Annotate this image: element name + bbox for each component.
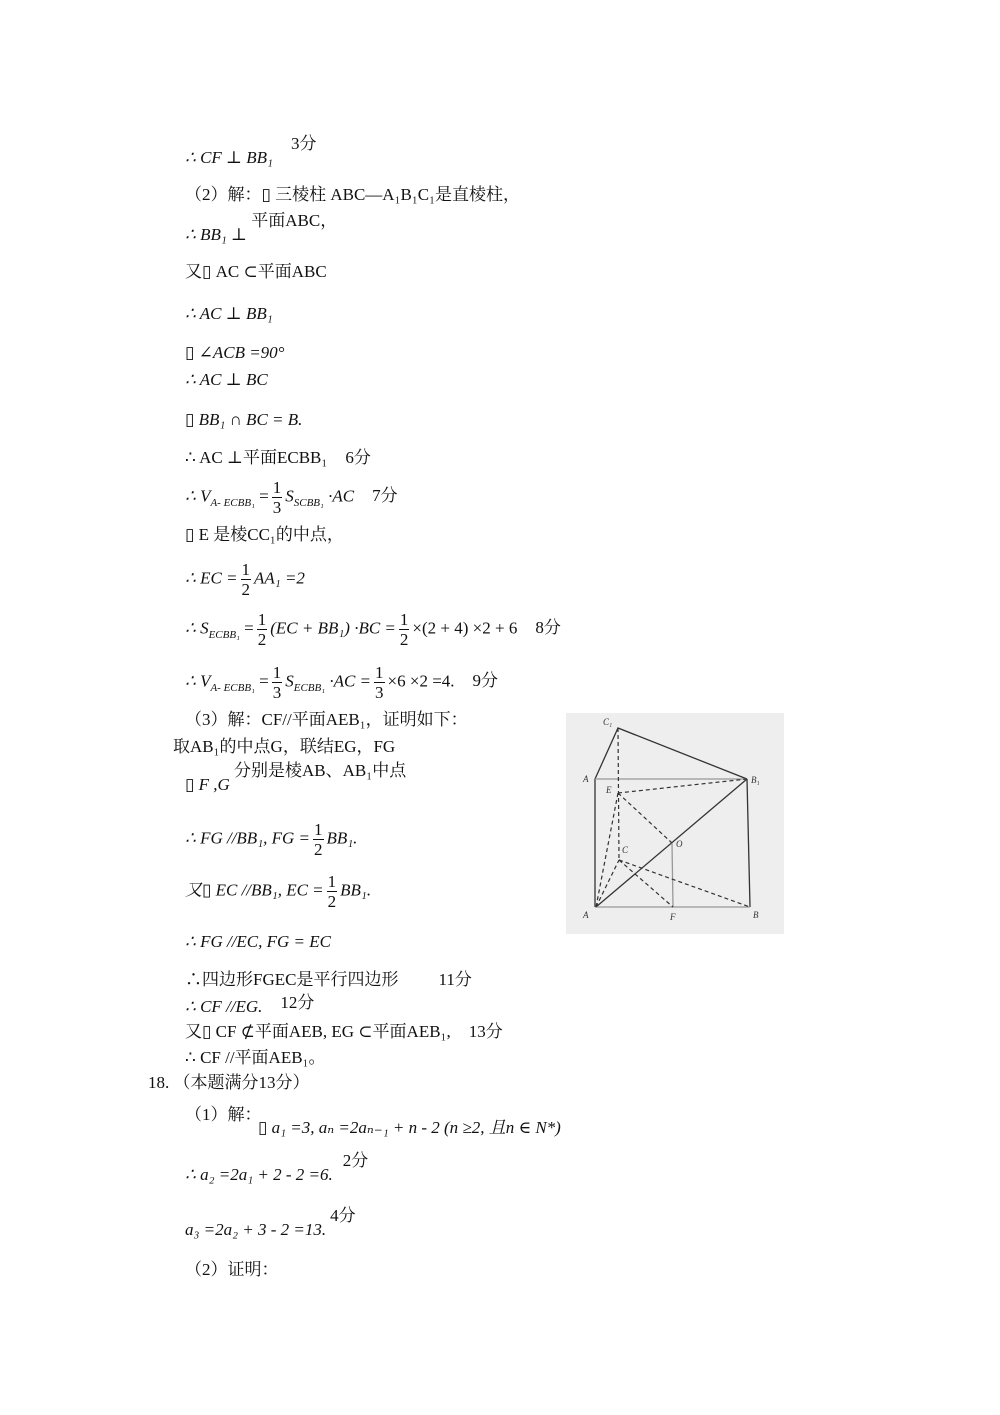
math-text: ∴ FG //BB₁, FG =	[185, 828, 310, 848]
math-text: ∴四边形FGEC是平行四边形	[185, 970, 399, 989]
raised-text: 分别是棱AB、AB₁中点	[234, 761, 407, 780]
line-not-subset	[185, 1022, 503, 1042]
score-mark: 4分	[330, 1206, 356, 1225]
line-ac-subset: 又▯ AC ⊂平面ABC	[185, 262, 327, 281]
score-mark: 9分	[472, 671, 499, 691]
math-text: ∴ AC ⊥平面ECBB₁	[185, 448, 328, 467]
line-fg-midpoints	[185, 761, 407, 795]
math-text: 又▯ CF ⊄平面AEB, EG ⊂平面AEB₁,	[185, 1022, 451, 1041]
numerator: 1	[327, 872, 337, 891]
prism-figure	[566, 713, 784, 934]
math-text: (EC + BB₁) ·BC =	[270, 618, 396, 638]
math-text: S	[285, 486, 294, 506]
math-text: ▯ F ,G	[185, 775, 230, 794]
numerator: 1	[399, 610, 409, 629]
numerator: 1	[272, 478, 282, 497]
math-text: ∴ EC =	[185, 568, 238, 588]
line-e-midpoint: ▯ E 是棱CC₁的中点，	[185, 525, 344, 544]
math-text: a₃ =2a₂ + 3 - 2 =13.	[185, 1220, 327, 1239]
math-text: ∴ CF ⊥ BB₁	[185, 148, 273, 167]
math-text: S	[285, 671, 294, 691]
math-text: =	[239, 618, 254, 638]
math-text: AA₁ =2	[254, 568, 305, 588]
score-mark: 8分	[535, 618, 561, 638]
line-ac-perp-bb1: ∴ AC ⊥ BB₁	[185, 304, 273, 323]
fraction	[272, 663, 283, 702]
line-parallelogram	[185, 970, 472, 990]
numerator: 1	[375, 663, 384, 682]
segment-cf	[619, 860, 673, 907]
subscript: ECBB₁	[293, 681, 326, 694]
label-b: B	[753, 910, 759, 920]
line-fg-parallel	[185, 820, 357, 859]
label-a1: A	[583, 774, 589, 784]
label-o: O	[676, 839, 683, 849]
math-text: ∴ a₂ =2a₁ + 2 - 2 =6.	[185, 1165, 333, 1184]
denominator: 2	[327, 892, 337, 911]
line-ac-perp-plane	[185, 448, 371, 468]
denominator: 2	[399, 630, 409, 649]
fraction	[241, 560, 252, 599]
score-mark: 11分	[438, 970, 472, 989]
line-bb1-perp	[185, 211, 338, 245]
math-text: ·AC =	[325, 671, 372, 691]
line-cf-parallel-eg	[185, 993, 315, 1017]
score-mark: 6分	[345, 448, 371, 467]
fraction	[327, 872, 338, 911]
math-text: ∴ V	[185, 671, 211, 691]
segment-ac	[596, 860, 619, 907]
subscript: ECBB₁	[208, 628, 240, 641]
subscript: A- ECBB₁	[210, 496, 255, 509]
denominator: 2	[241, 580, 251, 599]
fraction	[272, 478, 283, 517]
segment-cb	[619, 860, 750, 907]
math-text: ∴ S	[185, 618, 209, 638]
fraction	[374, 663, 385, 702]
line-part3-start: （3）解：CF//平面AEB₁，证明如下：	[185, 710, 468, 729]
denominator: 2	[257, 630, 267, 649]
score-mark: 13分	[468, 1022, 503, 1041]
math-text: =	[254, 671, 269, 691]
math-text: BB₁.	[340, 880, 372, 900]
line-area-ecbb1	[185, 610, 561, 649]
line-angle-acb: ▯ ∠ACB =90°	[185, 343, 285, 362]
denominator: 3	[375, 683, 384, 702]
math-text: BB₁.	[326, 828, 358, 848]
score-mark: 12分	[280, 993, 315, 1012]
label-c: C	[622, 845, 629, 855]
math-text: ∴ CF //EG.	[185, 997, 263, 1016]
score-mark: 2分	[342, 1151, 369, 1170]
fraction	[257, 610, 268, 649]
line-a2	[185, 1151, 369, 1185]
numerator: 1	[272, 663, 282, 682]
numerator: 1	[241, 560, 251, 579]
line-ac-perp-bc: ∴ AC ⊥ BC	[185, 370, 268, 389]
math-text: ∴ BB₁ ⊥	[185, 225, 247, 244]
fraction	[399, 610, 410, 649]
line-volume-formula	[185, 478, 398, 517]
math-text: ∴ V	[185, 486, 211, 506]
raised-text: 平面ABC，	[251, 211, 338, 230]
line-cf-perp-bb1	[185, 134, 317, 168]
label-f: F	[670, 912, 676, 922]
subscript: SCBB₁	[293, 496, 324, 509]
math-text: ×(2 + 4) ×2 + 6	[412, 618, 518, 638]
line-ec-value	[185, 560, 305, 599]
line-a3	[185, 1206, 356, 1240]
line-fg-ec: ∴ FG //EC, FG = EC	[185, 932, 332, 951]
segment-ae	[596, 793, 618, 907]
numerator: 1	[314, 820, 323, 839]
segment-eb1	[618, 779, 747, 793]
line-conclusion: ∴ CF //平面AEB₁。	[185, 1048, 326, 1067]
math-text: =	[254, 486, 269, 506]
line-part2-proof: （2）证明：	[185, 1260, 279, 1279]
label-c1: C₁	[603, 717, 613, 727]
line-recurrence: ▯ a₁ =3, aₙ =2aₙ₋₁ + n - 2 (n ≥2, 且n ∈ N*)	[258, 1118, 561, 1137]
prism-diagram	[566, 713, 784, 934]
denominator: 2	[314, 840, 323, 859]
denominator: 3	[272, 498, 282, 517]
subscript: A- ECBB₁	[210, 681, 255, 694]
line-take-midpoint: 取AB₁的中点G，联结EG，FG	[173, 737, 396, 756]
label-b1: B₁	[751, 775, 760, 785]
label-a: A	[583, 910, 589, 920]
math-text: ·AC	[323, 486, 355, 506]
segment-of	[672, 843, 673, 907]
math-text: 又▯ EC //BB₁, EC =	[185, 880, 324, 900]
denominator: 3	[272, 683, 282, 702]
edge-bb1	[747, 779, 750, 907]
score-mark: 3分	[290, 134, 317, 153]
math-text: ×6 ×2 =4.	[387, 671, 455, 691]
line-volume-result	[185, 663, 498, 702]
line-ec-parallel	[185, 872, 371, 911]
segment-eo	[618, 793, 672, 843]
label-e: E	[606, 785, 612, 795]
line-intersection: ▯ BB₁ ∩ BC = B.	[185, 410, 303, 429]
line-part2-start: （2）解：▯ 三棱柱 ABC—A₁B₁C₁是直棱柱，	[185, 185, 521, 204]
line-part1-label: （1）解：	[185, 1105, 262, 1124]
numerator: 1	[257, 610, 267, 629]
fraction	[313, 820, 324, 859]
score-mark: 7分	[372, 486, 398, 506]
problem-18-heading: 18. （本题满分13分）	[148, 1073, 310, 1092]
